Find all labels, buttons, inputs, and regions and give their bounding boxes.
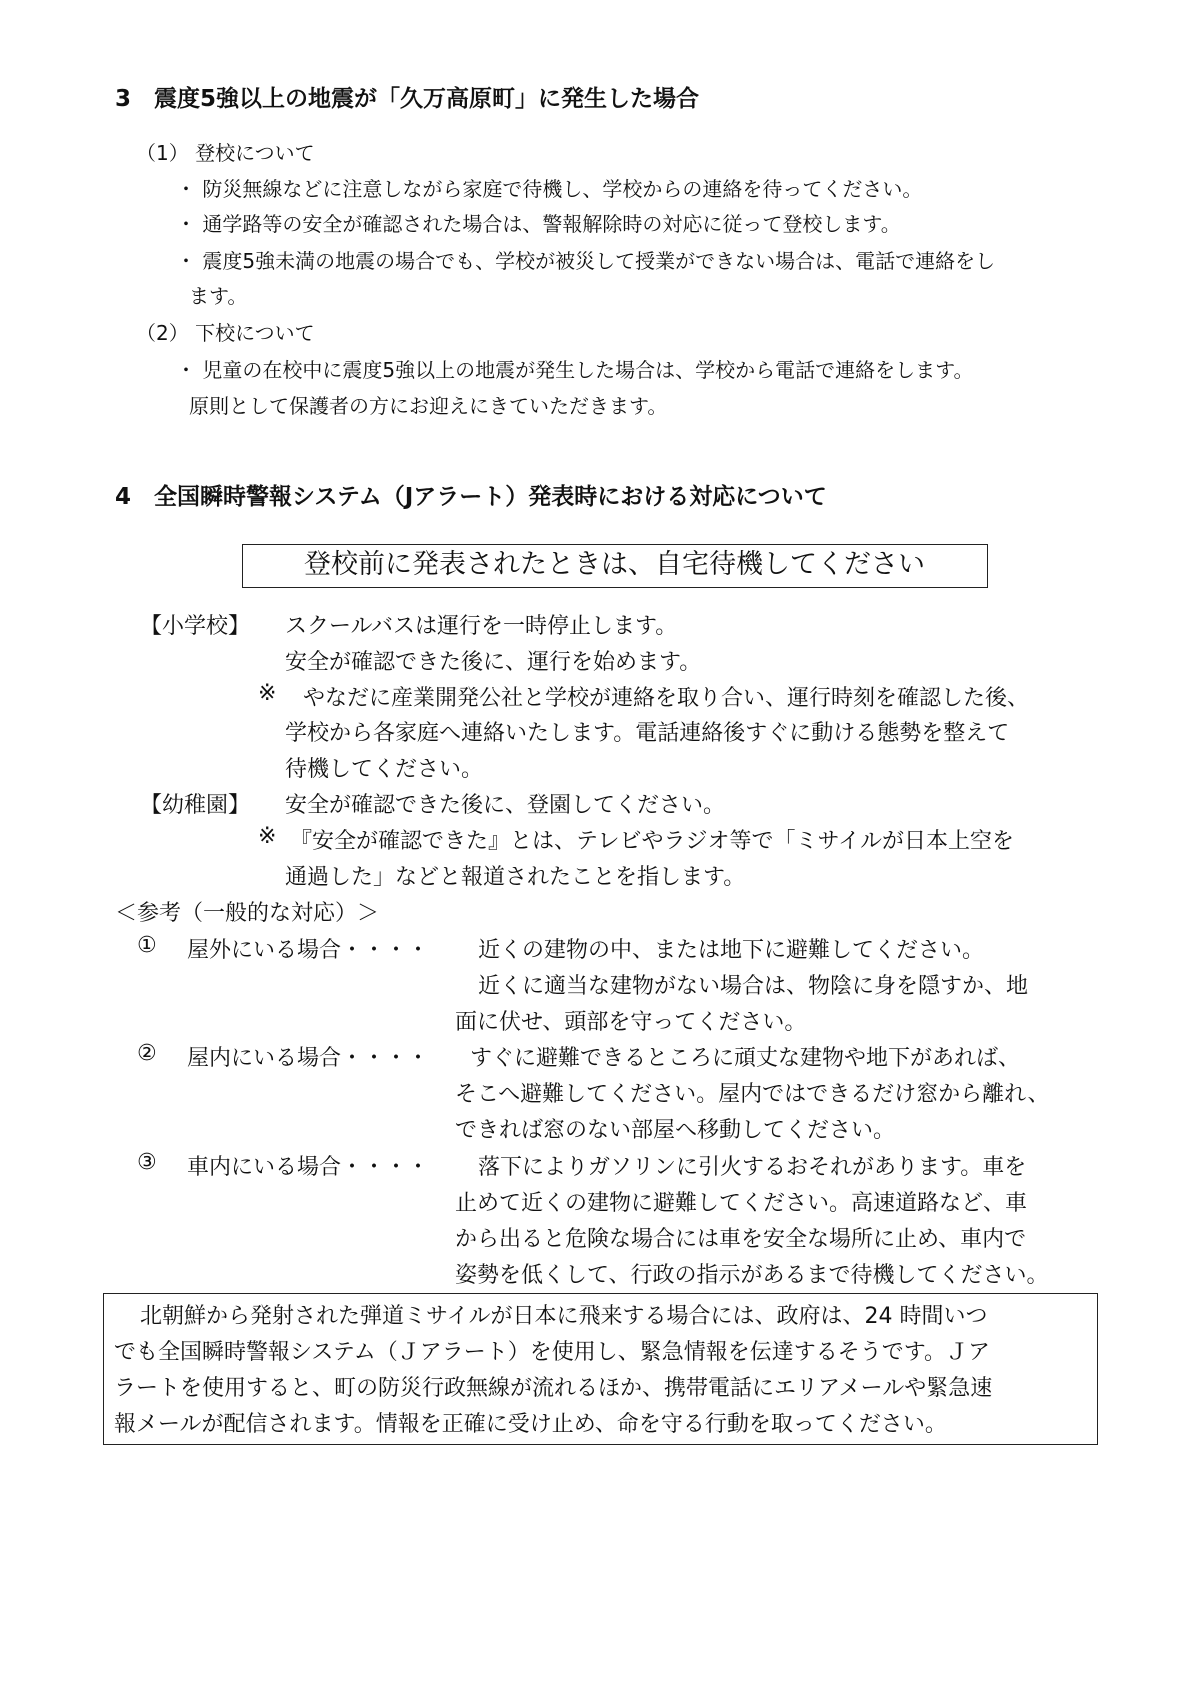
elementary-label: 【小学校】 bbox=[140, 614, 251, 639]
reference-item-3-num: ③ bbox=[137, 1150, 157, 1175]
info-box-line-3: ラートを使用すると、町の防災行政無線が流れるほか、携帯電話にエリアメールや緊急速 bbox=[114, 1376, 993, 1401]
reference-item-1-line-3: 面に伏せ、頭部を守ってください。 bbox=[455, 1010, 807, 1035]
elementary-note-line-1: やなだに産業開発公社と学校が連絡を取り合い、運行時刻を確認した後、 bbox=[303, 686, 1030, 711]
info-box-line-4: 報メールが配信されます。情報を正確に受け止め、命を守る行動を取ってください。 bbox=[114, 1412, 947, 1437]
elementary-note-mark: ※ bbox=[258, 681, 277, 706]
reference-item-1-line-1: 近くの建物の中、または地下に避難してください。 bbox=[478, 938, 985, 963]
section3-sub1-bullet-2: ・ 通学路等の安全が確認された場合は、警報解除時の対応に従って登校します。 bbox=[176, 212, 901, 236]
section3-sub2-bullet-cont: 原則として保護者の方にお迎えにきていただきます。 bbox=[189, 394, 668, 418]
elementary-note-line-3: 待機してください。 bbox=[285, 757, 484, 782]
notice-box bbox=[242, 544, 988, 588]
reference-item-1-num: ① bbox=[137, 933, 157, 958]
section3-heading: 3 震度5強以上の地震が「久万高原町」に発生した場合 bbox=[115, 86, 700, 112]
info-box-line-2: でも全国瞬時警報システム（Ｊアラート）を使用し、緊急情報を伝達するそうです。Ｊア bbox=[114, 1340, 991, 1365]
elementary-note-line-2: 学校から各家庭へ連絡いたします。電話連絡後すぐに動ける態勢を整えて bbox=[285, 721, 1010, 746]
section3-sub2-title: （2） 下校について bbox=[136, 321, 315, 345]
elementary-line-1: スクールバスは運行を一時停止します。 bbox=[285, 614, 678, 639]
kindergarten-line: 安全が確認できた後に、登園してください。 bbox=[285, 793, 726, 818]
reference-item-2-case: 屋内にいる場合・・・・ bbox=[187, 1046, 430, 1071]
info-box-line-1: 北朝鮮から発射された弾道ミサイルが日本に飛来する場合には、政府は、24 時間いつ bbox=[140, 1304, 988, 1329]
notice-text: 登校前に発表されたときは、自宅待機してください bbox=[304, 549, 925, 580]
kindergarten-label: 【幼稚園】 bbox=[140, 793, 251, 818]
elementary-line-2: 安全が確認できた後に、運行を始めます。 bbox=[285, 650, 702, 675]
reference-item-3-line-4: 姿勢を低くして、行政の指示があるまで待機してください。 bbox=[455, 1263, 1049, 1288]
reference-item-3-case: 車内にいる場合・・・・ bbox=[187, 1155, 430, 1180]
reference-item-3-line-1: 落下によりガソリンに引火するおそれがあります。車を bbox=[478, 1155, 1027, 1180]
reference-item-2-line-1: すぐに避難できるところに頑丈な建物や地下があれば、 bbox=[470, 1046, 1021, 1071]
section3-sub1-bullet-3-cont: ます。 bbox=[189, 284, 248, 308]
reference-item-2-line-2: そこへ避難してください。屋内ではできるだけ窓から離れ、 bbox=[455, 1082, 1050, 1107]
reference-item-3-line-3: から出ると危険な場合には車を安全な場所に止め、車内で bbox=[455, 1227, 1027, 1252]
kindergarten-note-mark: ※ bbox=[258, 824, 277, 849]
section3-sub1-title: （1） 登校について bbox=[136, 141, 315, 165]
reference-item-1-line-2: 近くに適当な建物がない場合は、物陰に身を隠すか、地 bbox=[478, 974, 1029, 999]
section3-sub2-bullet: ・ 児童の在校中に震度5強以上の地震が発生した場合は、学校から電話で連絡をします。 bbox=[176, 358, 974, 382]
reference-item-1-case: 屋外にいる場合・・・・ bbox=[187, 938, 430, 963]
info-box bbox=[103, 1293, 1098, 1445]
reference-title: ＜参考（一般的な対応）＞ bbox=[115, 901, 380, 926]
reference-item-2-line-3: できれば窓のない部屋へ移動してください。 bbox=[455, 1118, 896, 1143]
reference-item-3-line-2: 止めて近くの建物に避難してください。高速道路など、車 bbox=[455, 1191, 1028, 1216]
section3-sub1-bullet-1: ・ 防災無線などに注意しながら家庭で待機し、学校からの連絡を待ってください。 bbox=[176, 177, 923, 201]
reference-item-2-num: ② bbox=[137, 1041, 157, 1066]
section4-heading: 4 全国瞬時警報システム（Jアラート）発表時における対応について bbox=[115, 484, 827, 510]
kindergarten-note-line-2: 通過した」などと報道されたことを指します。 bbox=[285, 865, 746, 890]
kindergarten-note-line-1: 『安全が確認できた』とは、テレビやラジオ等で「ミサイルが日本上空を bbox=[290, 829, 1015, 854]
section3-sub1-bullet-3: ・ 震度5強未満の地震の場合でも、学校が被災して授業ができない場合は、電話で連絡をし bbox=[176, 249, 996, 273]
